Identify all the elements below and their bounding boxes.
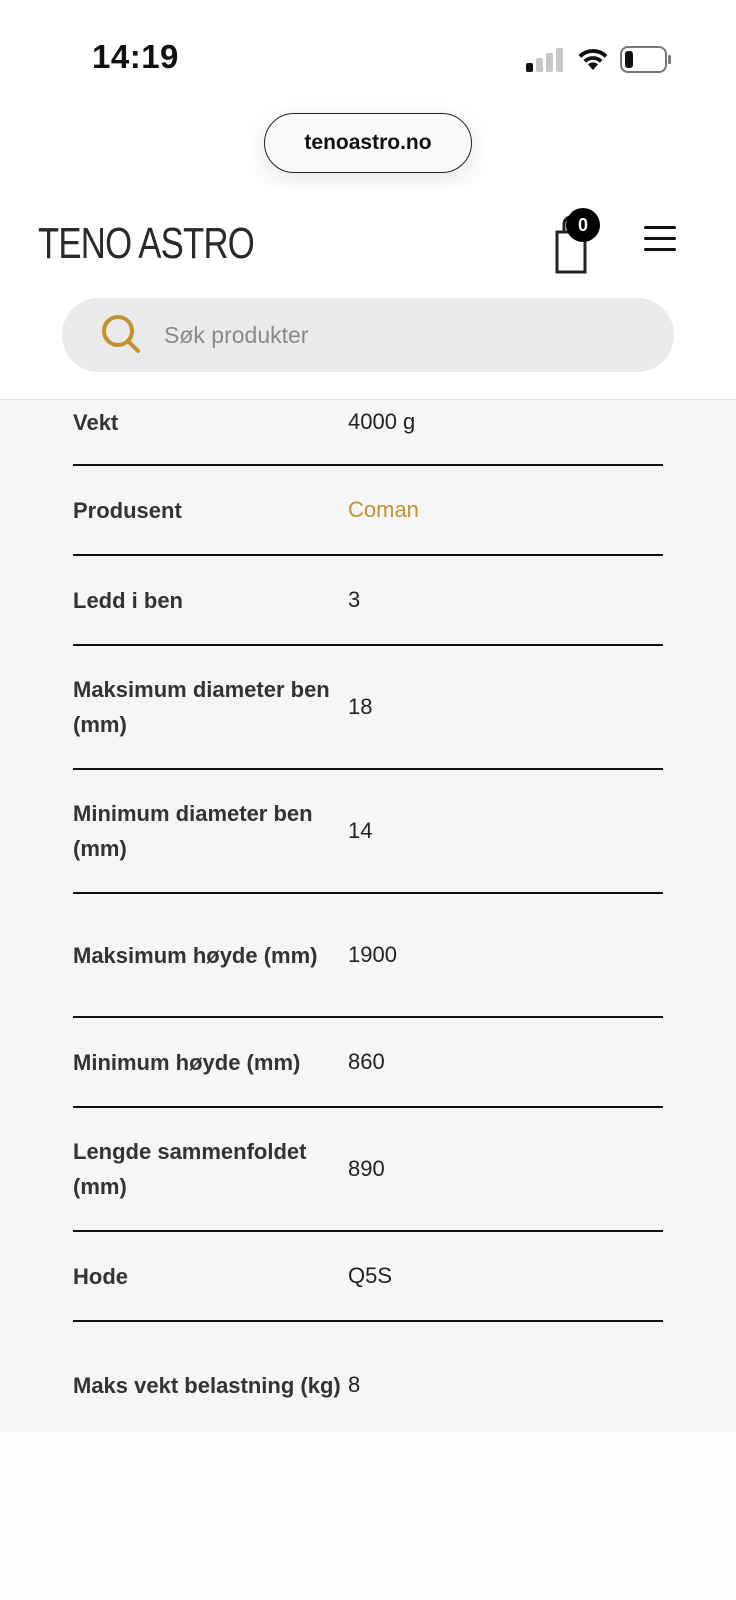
spec-value: Q5S [348,1263,393,1288]
spec-value: 890 [348,1156,385,1181]
spec-label: Vekt [73,409,119,435]
hamburger-menu-icon[interactable] [644,226,678,254]
logo-text: TENO ASTRO [38,219,254,268]
spec-label: Ledd i ben [73,587,183,613]
site-header [0,190,736,400]
search-input[interactable] [164,322,624,349]
cellular-signal-icon [526,48,566,72]
spec-row-maks-hoyde [73,894,663,1018]
spec-row-maks-diameter [73,646,663,770]
search-bar[interactable] [62,298,674,372]
spec-label: Maks vekt belastning (kg) [73,1372,341,1398]
browser-url-bar[interactable]: tenoastro.no [264,113,472,173]
specifications-table [0,400,736,1432]
page-bottom-blank [0,1432,736,1600]
spec-label: Hode [73,1263,128,1289]
status-bar [0,0,736,110]
spec-label: Minimum høyde (mm) [73,1049,301,1075]
spec-value: 1900 [348,942,397,967]
spec-value: 860 [348,1049,385,1074]
spec-label: Lengde sammenfoldet (mm) [73,1139,307,1199]
spec-label: Produsent [73,497,182,523]
spec-value: 3 [348,587,361,612]
cart-count-badge[interactable]: 0 [566,208,600,242]
spec-label: Maksimum høyde (mm) [73,942,318,968]
spec-value: 4000 g [348,409,416,434]
manufacturer-link[interactable]: Coman [348,497,419,522]
spec-row-ledd-i-ben [73,556,663,646]
spec-row-maks-vekt [73,1322,663,1448]
spec-row-hode [73,1232,663,1322]
search-icon[interactable] [100,313,144,357]
spec-value: 18 [348,694,373,719]
spec-row-lengde-sammenfoldet [73,1108,663,1232]
spec-value: 14 [348,818,373,843]
spec-value: 8 [348,1372,361,1397]
spec-label: Maksimum diameter ben (mm) [73,677,330,737]
status-time: 14:19 [92,38,179,75]
spec-label: Minimum diameter ben (mm) [73,801,313,861]
battery-low-icon [620,46,672,73]
teno-astro-logo[interactable] [38,216,256,266]
wifi-icon [577,46,609,72]
spec-row-produsent [73,466,663,556]
spec-row-min-hoyde [73,1018,663,1108]
spec-row-min-diameter [73,770,663,894]
spec-row-vekt [73,380,663,466]
